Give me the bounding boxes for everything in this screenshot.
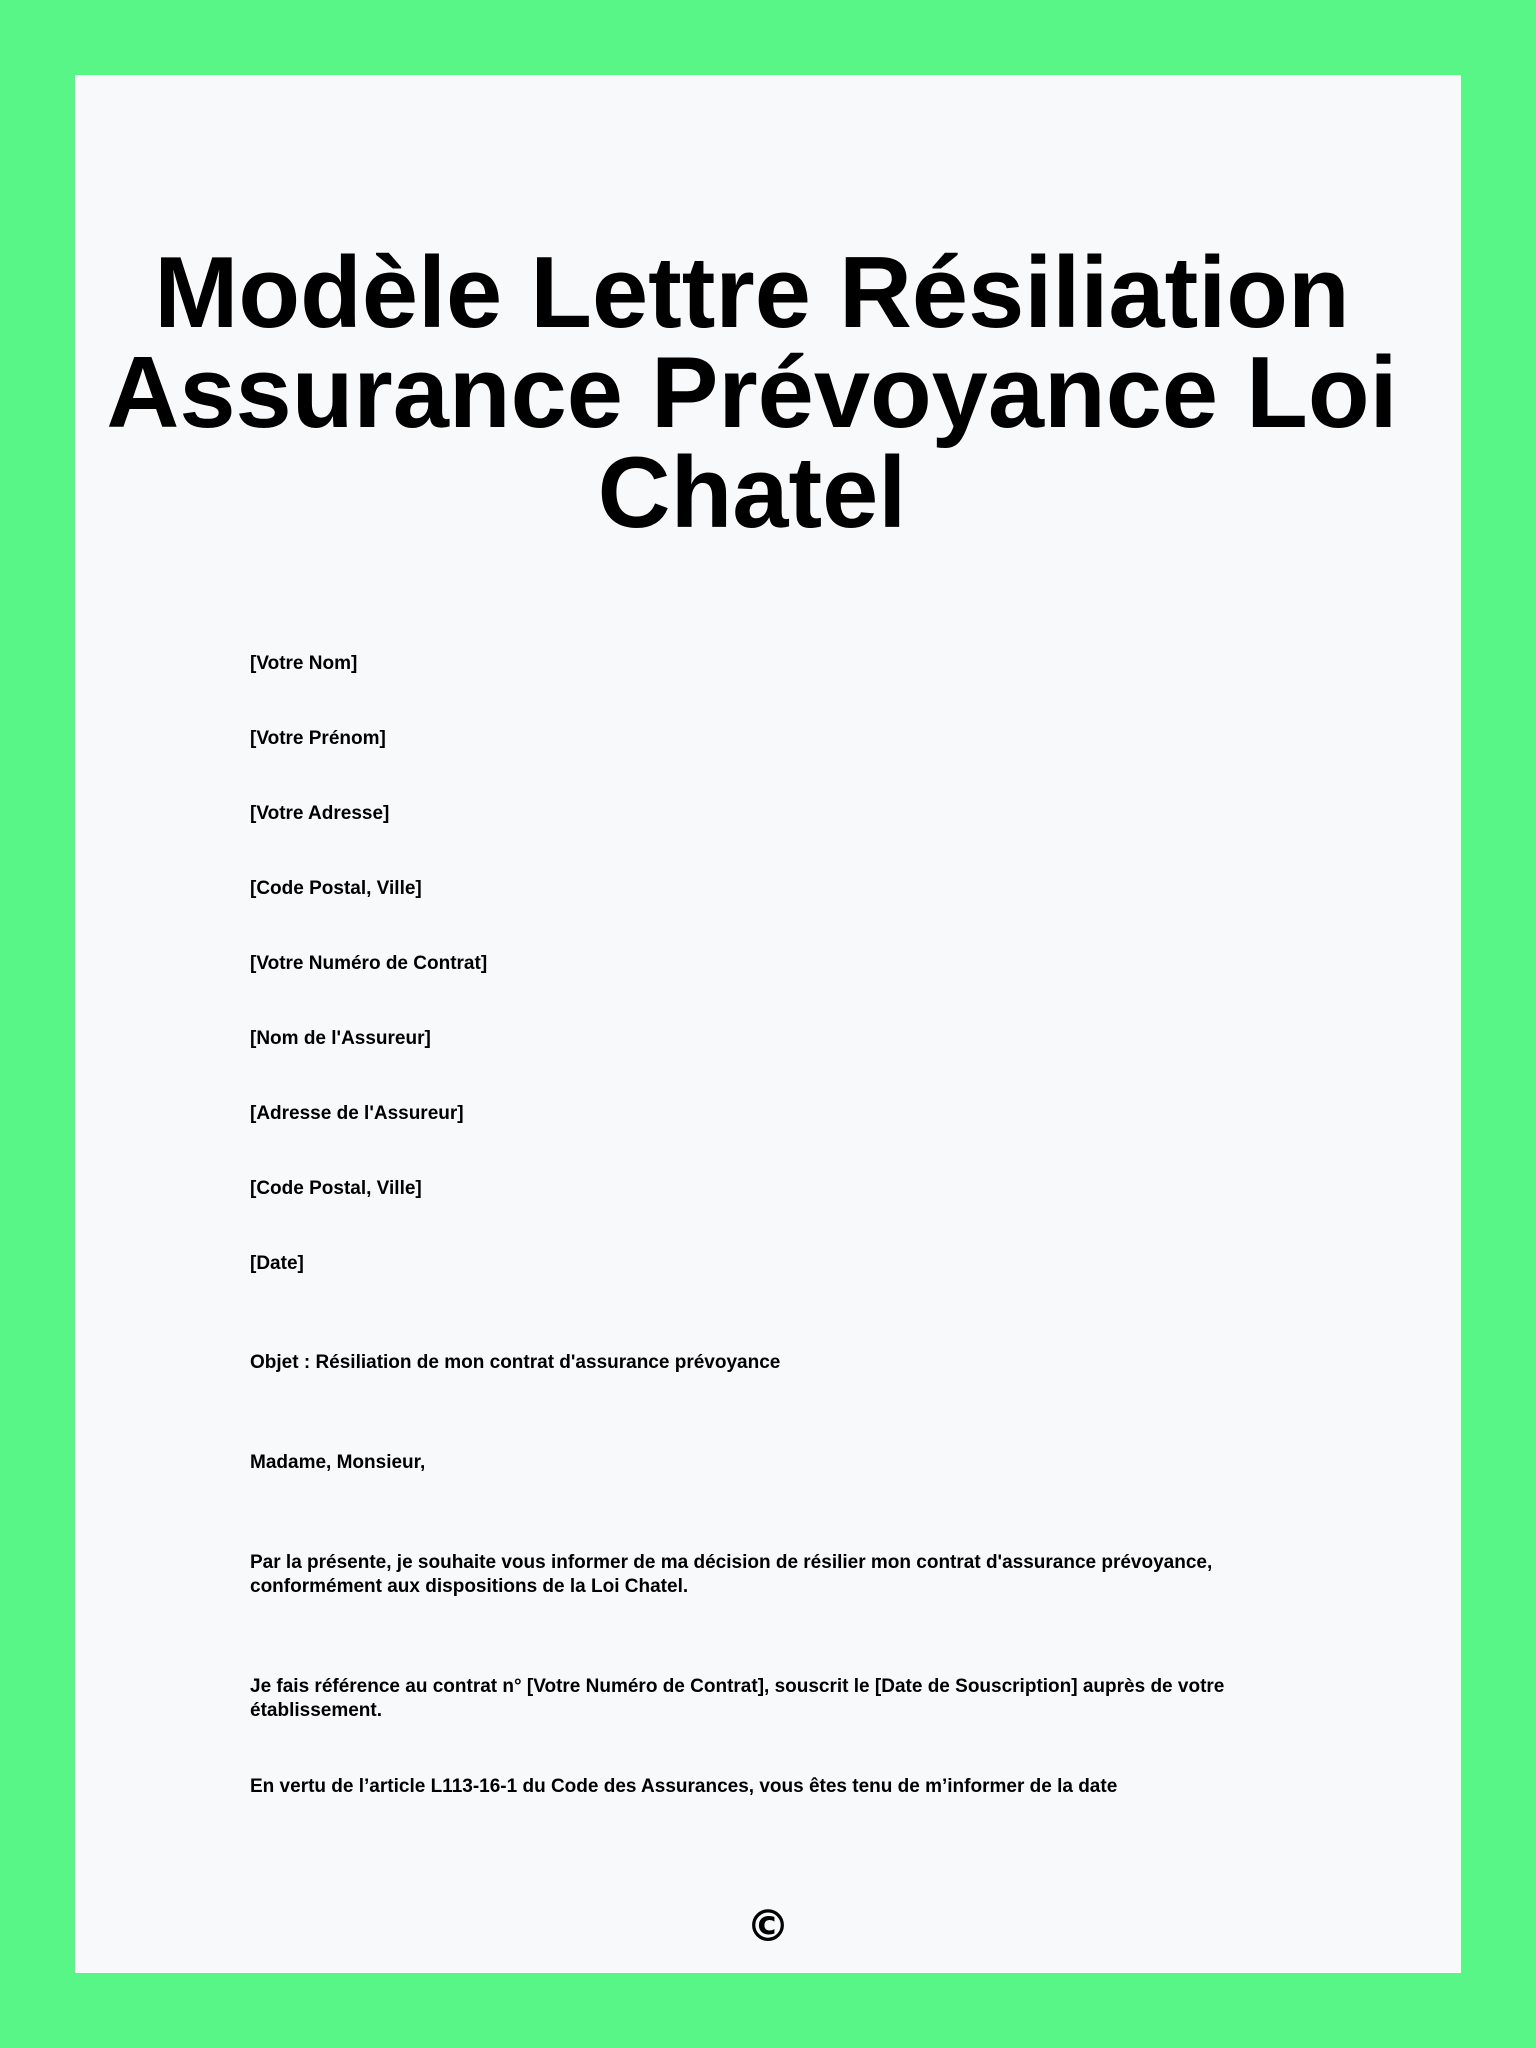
recipient-postal-city: [Code Postal, Ville] — [250, 1178, 422, 1199]
sender-address: [Votre Adresse] — [250, 803, 390, 824]
sender-first-name: [Votre Prénom] — [250, 728, 386, 749]
letter-salutation: Madame, Monsieur, — [250, 1452, 426, 1473]
sender-name: [Votre Nom] — [250, 653, 358, 674]
sender-contract-number: [Votre Numéro de Contrat] — [250, 953, 488, 974]
document-title: Modèle Lettre Résiliation Assurance Prévoyance Loi Chatel — [106, 237, 1398, 549]
letter-paragraph: En vertu de l’article L113-16-1 du Code des Assurances, vous êtes tenu de m’informer de la date — [250, 1776, 1118, 1797]
copyright-icon: © — [746, 1901, 790, 1952]
document-page — [75, 75, 1461, 1973]
letter-paragraph: Par la présente, je souhaite vous informer de ma décision de résilier mon contrat d'assurance prévoyance, conformément aux dispositions de la Loi Chatel. — [250, 1552, 1213, 1597]
recipient-insurer-name: [Nom de l'Assureur] — [250, 1028, 431, 1049]
letter-paragraph: Je fais référence au contrat n° [Votre Numéro de Contrat], souscrit le [Date de Souscription] auprès de votre établissement. — [250, 1676, 1225, 1721]
letter-subject: Objet : Résiliation de mon contrat d'assurance prévoyance — [250, 1352, 781, 1373]
letter-date: [Date] — [250, 1253, 304, 1274]
sender-postal-city: [Code Postal, Ville] — [250, 878, 422, 899]
recipient-insurer-address: [Adresse de l'Assureur] — [250, 1103, 464, 1124]
